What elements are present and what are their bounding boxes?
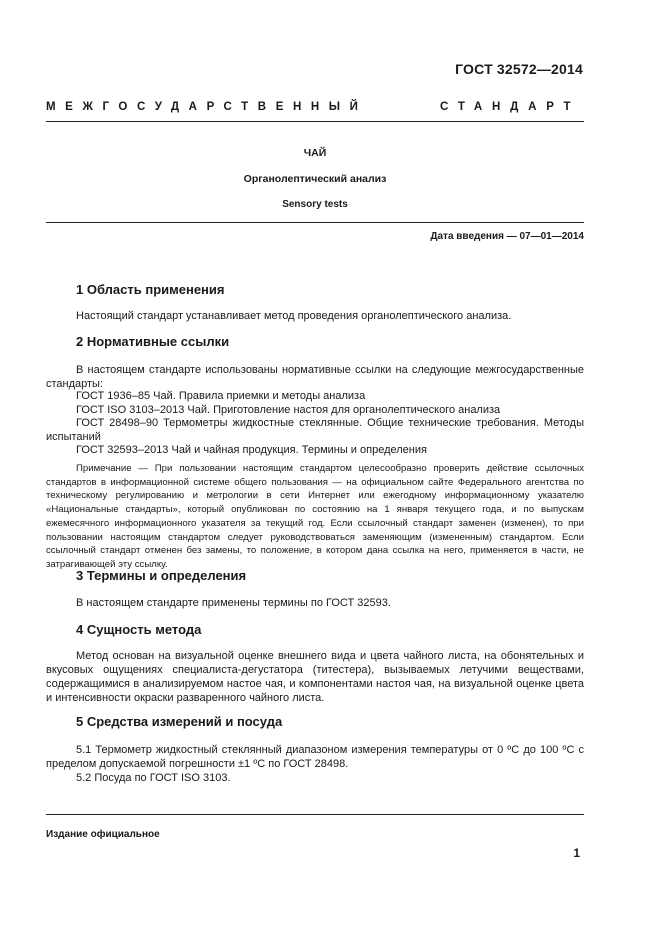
section-2-note: Примечание — При пользовании настоящим стандартом целесообразно проверить действие ссылочных стандартов в информационной системе общего пользования — на официальном сайте Федерального агентства по техническому регулированию и метрологии в сети Интернет или ежегодному информационному указателю «Национальные стандарты», который опубликован по состоянию на 1 января текущего года, и по выпускам ежемесячного информационного указателя за текущий год. Если ссылочный стандарт заменен (изменен), то при пользовании настоящим стандартом следует руководствоваться заменяющим (измененным) стандартом. Если ссылочный стандарт отменен без замены, то положение, в котором дана ссылка на него, применяется в части, не затрагивающей эту ссылку. (46, 463, 584, 570)
title-divider (46, 222, 584, 223)
header-divider (46, 121, 584, 122)
document-subtitle: Органолептический анализ (243, 173, 387, 185)
introduction-date: Дата введения — 07—01—2014 (430, 231, 584, 242)
document-title: ЧАЙ (303, 147, 327, 159)
document-code: ГОСТ 32572—2014 (455, 61, 583, 77)
standard-banner-right: СТАНДАРТ (440, 101, 581, 113)
section-4-heading: 4 Сущность метода (76, 622, 202, 637)
reference-item: ГОСТ ISO 3103–2013 Чай. Приготовление настоя для органолептического анализа (76, 404, 501, 416)
section-1-heading: 1 Область применения (76, 282, 225, 297)
section-5-paragraph-2: 5.2 Посуда по ГОСТ ISO 3103. (76, 772, 231, 784)
section-4-paragraph: Метод основан на визуальной оценке внешнего вида и цвета чайного листа, на обонятельных и вкусовых ощущениях специалиста-дегустатора (титестера), вызываемых летучими веществами, содержащимися в анализируемом настое чая, и компонентами настоя чая, на визуальной оценке цвета и интенсивности окраски разваренного чайного листа. (46, 650, 584, 704)
reference-item: ГОСТ 1936–85 Чай. Правила приемки и методы анализа (76, 390, 366, 402)
document-subtitle-english: Sensory tests (282, 199, 348, 210)
section-5-paragraph-1: 5.1 Термометр жидкостный стеклянный диапазоном измерения температуры от 0 ºC до 100 ºC с пределом допускаемой погрешности ±1 ºC по ГОСТ 28498. (46, 744, 584, 770)
footer-divider (46, 814, 584, 815)
reference-item: ГОСТ 32593–2013 Чай и чайная продукция. Термины и определения (76, 444, 427, 456)
section-2-paragraph: В настоящем стандарте использованы нормативные ссылки на следующие межгосударственные стандарты: (46, 364, 584, 390)
section-5-heading: 5 Средства измерений и посуда (76, 714, 283, 729)
reference-item: ГОСТ 28498–90 Термометры жидкостные стеклянные. Общие технические требования. Методы испытаний (46, 417, 584, 443)
section-3-paragraph: В настоящем стандарте применены термины по ГОСТ 32593. (76, 597, 391, 609)
page-number: 1 (573, 846, 580, 860)
edition-label: Издание официальное (46, 829, 160, 840)
section-2-heading: 2 Нормативные ссылки (76, 334, 230, 349)
section-1-paragraph: Настоящий стандарт устанавливает метод проведения органолептического анализа. (76, 310, 512, 322)
standard-banner-left: МЕЖГОСУДАРСТВЕННЫЙ (46, 101, 368, 113)
section-3-heading: 3 Термины и определения (76, 568, 247, 583)
